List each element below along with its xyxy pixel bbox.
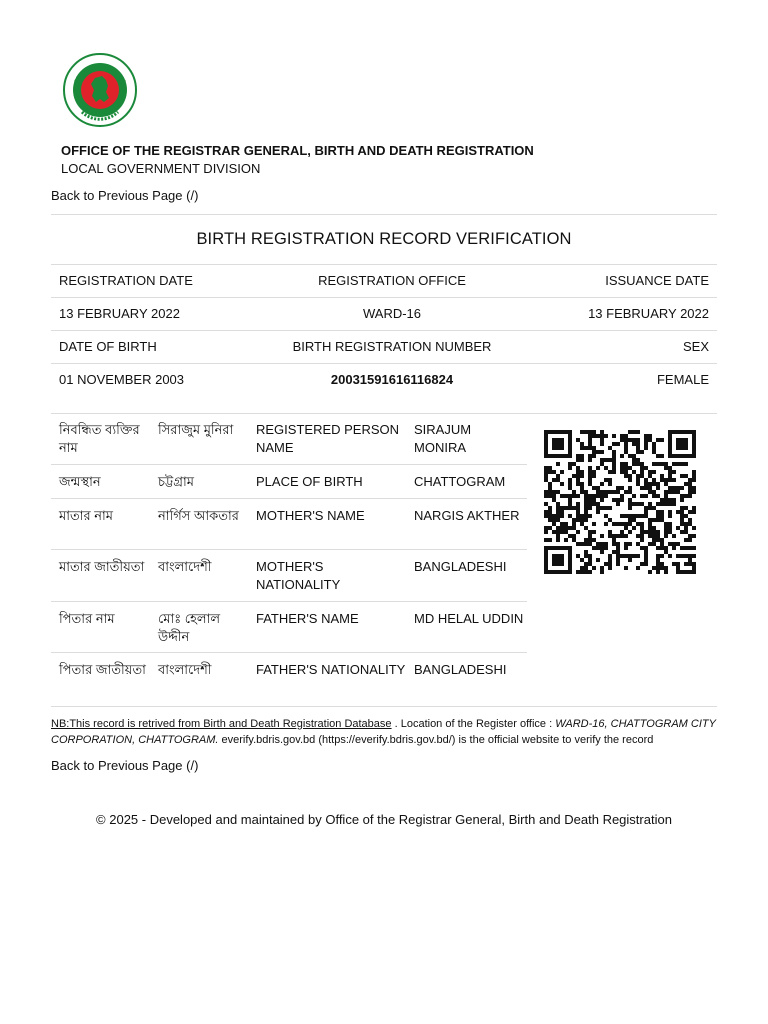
- registration-date-value: 13 FEBRUARY 2022: [59, 306, 180, 321]
- en-label: PLACE OF BIRTH: [256, 474, 363, 489]
- bn-label: জন্মস্থান: [59, 474, 101, 489]
- en-value: NARGIS AKTHER: [414, 508, 520, 523]
- details-row: [51, 413, 527, 465]
- brn-label: BIRTH REGISTRATION NUMBER: [292, 339, 492, 354]
- back-to-previous-link[interactable]: Back to Previous Page (/): [51, 758, 199, 773]
- record-source-note: [51, 716, 717, 748]
- bn-label: নিবন্ধিত ব্যক্তির নাম: [59, 422, 140, 455]
- bn-label: মাতার নাম: [59, 508, 114, 523]
- en-label: FATHER'S NAME: [256, 611, 359, 626]
- bn-value: নার্গিস আকতার: [158, 508, 239, 523]
- footer-copyright: © 2025 - Developed and maintained by Office of the Registrar General, Birth and Death Registration: [96, 812, 672, 827]
- bn-value: মোঃ হেলাল উদ্দীন: [158, 611, 221, 644]
- en-label: FATHER'S NATIONALITY: [256, 662, 406, 677]
- verification-qr-code: [544, 430, 696, 574]
- government-seal-logo: [62, 52, 138, 128]
- en-value: SIRAJUM MONIRA: [414, 422, 472, 455]
- dob-label: DATE OF BIRTH: [59, 339, 157, 354]
- details-row: [51, 602, 527, 653]
- back-to-previous-link[interactable]: Back to Previous Page (/): [51, 188, 199, 203]
- issuance-date-value: 13 FEBRUARY 2022: [588, 306, 709, 321]
- bn-label: মাতার জাতীয়তা: [59, 559, 145, 574]
- divider: [51, 706, 717, 707]
- bn-value: চট্টগ্রাম: [158, 474, 194, 489]
- office-title: OFFICE OF THE REGISTRAR GENERAL, BIRTH AND DEATH REGISTRATION: [61, 143, 534, 158]
- details-row: [51, 653, 527, 703]
- registration-office-label: REGISTRATION OFFICE: [318, 273, 466, 288]
- sex-label: SEX: [682, 339, 709, 354]
- details-row: [51, 550, 527, 602]
- meta-header-row-1: [51, 264, 717, 297]
- en-value: CHATTOGRAM: [414, 474, 506, 489]
- en-label: MOTHER'S NAME: [256, 508, 365, 523]
- bn-label: পিতার জাতীয়তা: [59, 662, 146, 677]
- dob-value: 01 NOVEMBER 2003: [59, 372, 185, 387]
- registration-office-value: WARD-16: [362, 306, 422, 321]
- en-value: MD HELAL UDDIN: [414, 611, 524, 626]
- en-value: BANGLADESHI: [414, 662, 507, 677]
- location-prefix: . Location of the Register office :: [391, 718, 556, 730]
- qr-modules: [544, 430, 696, 574]
- meta-header-row-2: [51, 330, 717, 363]
- bn-value: সিরাজুম মুনিরা: [158, 422, 234, 437]
- sex-value: FEMALE: [656, 372, 709, 387]
- meta-value-row-1: [51, 297, 717, 330]
- bn-value: বাংলাদেশী: [158, 662, 212, 677]
- details-row: [51, 465, 527, 499]
- divider: [51, 214, 717, 215]
- details-row: [51, 499, 527, 550]
- official-website-text: everify.bdris.gov.bd (https://everify.bdris.gov.bd/) is the official website to verify the record: [218, 734, 654, 746]
- meta-value-row-2: [51, 363, 717, 396]
- person-details-table: [51, 413, 527, 703]
- brn-value: 20031591616116824: [330, 372, 454, 387]
- document-title: BIRTH REGISTRATION RECORD VERIFICATION: [196, 230, 572, 248]
- database-note-link: NB:This record is retrived from Birth and Death Registration Database: [51, 718, 392, 730]
- register-office-location: WARD-16, CHATTOGRAM CITY CORPORATION, CHATTOGRAM.: [51, 718, 716, 746]
- en-label: MOTHER'S NATIONALITY: [256, 559, 341, 592]
- bn-value: বাংলাদেশী: [158, 559, 212, 574]
- registration-date-label: REGISTRATION DATE: [59, 273, 193, 288]
- issuance-date-label: ISSUANCE DATE: [605, 273, 709, 288]
- bn-label: পিতার নাম: [59, 611, 115, 626]
- en-value: BANGLADESHI: [414, 559, 507, 574]
- division-name: LOCAL GOVERNMENT DIVISION: [61, 161, 261, 176]
- en-label: REGISTERED PERSON NAME: [256, 422, 400, 455]
